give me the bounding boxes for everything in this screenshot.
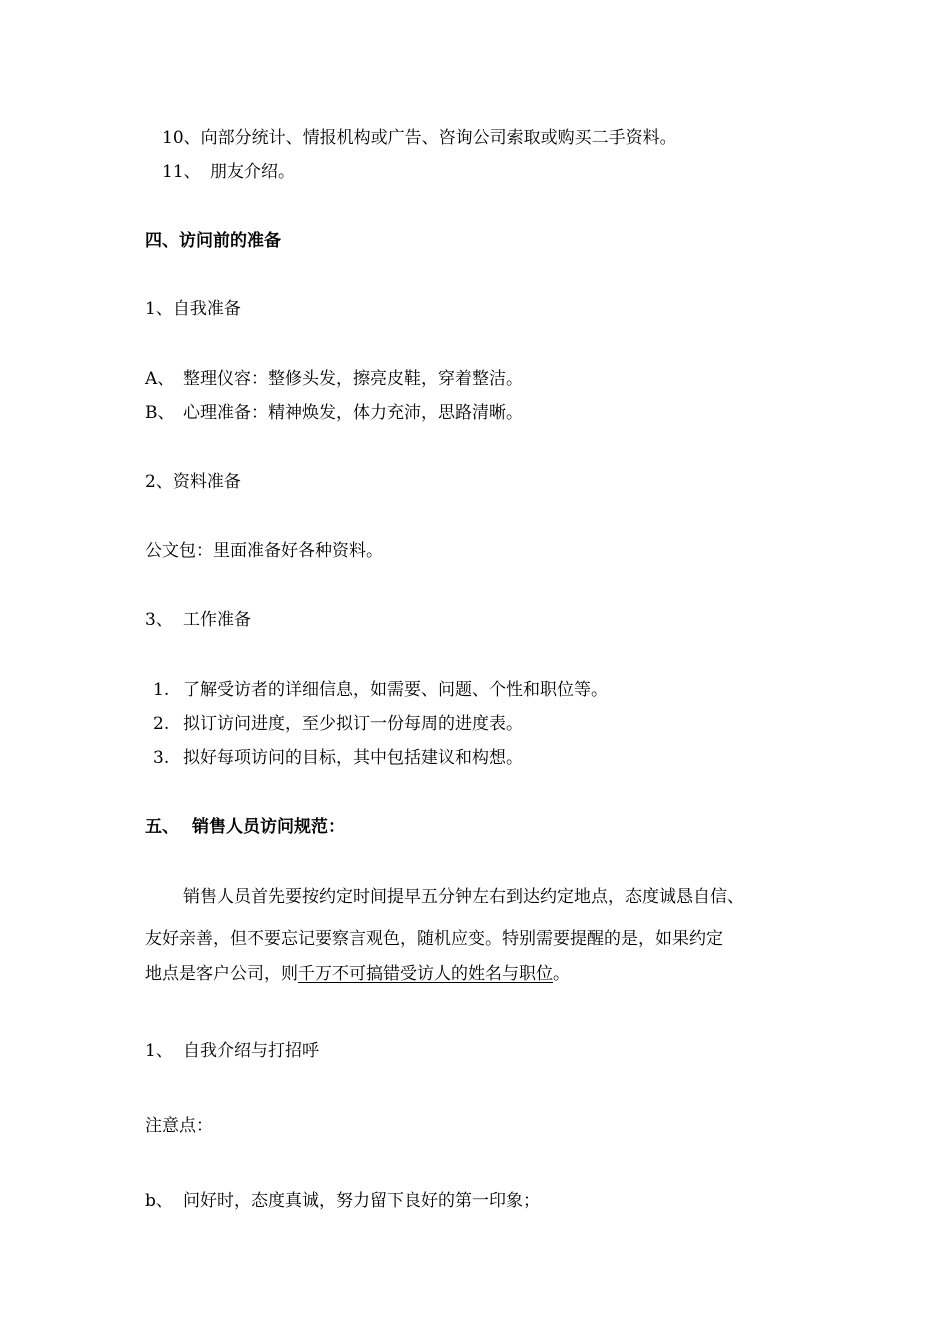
list-item-a-text: 整理仪容：整修头发，擦亮皮鞋，穿着整洁。 — [183, 369, 523, 389]
list-item-a-label: A、 — [145, 369, 175, 389]
note-item-b — [145, 1189, 540, 1213]
paragraph-line-1: 销售人员首先要按约定时间提早五分钟左右到达约定地点，态度诚恳自信、 — [183, 887, 744, 907]
subheading-work-preparation-number: 3、 — [145, 610, 173, 630]
list-item-10: 10、向部分统计、情报机构或广告、咨询公司索取或购买二手资料。 — [162, 128, 677, 148]
work-item-2 — [153, 712, 523, 736]
work-item-2-number: 2. — [153, 714, 170, 734]
list-item-b — [145, 401, 523, 425]
list-item-b-label: B、 — [145, 403, 175, 423]
work-item-3-text: 拟好每项访问的目标，其中包括建议和构想。 — [183, 748, 523, 768]
list-item-11-text: 朋友介绍。 — [210, 162, 295, 182]
note-item-b-label: b、 — [145, 1191, 173, 1211]
paragraph-line-3-end: 。 — [553, 964, 570, 984]
note-item-b-text: 问好时，态度真诚，努力留下良好的第一印象； — [183, 1191, 540, 1211]
subheading-self-preparation: 1、自我准备 — [145, 299, 241, 319]
list-item-b-text: 心理准备：精神焕发，体力充沛，思路清晰。 — [183, 403, 523, 423]
notes-label: 注意点： — [145, 1116, 213, 1136]
subheading-self-introduction — [145, 1039, 319, 1063]
section-4-heading: 四、访问前的准备 — [145, 231, 281, 251]
paragraph-line-3-start: 地点是客户公司，则 — [145, 964, 298, 984]
paragraph-line-3 — [145, 962, 570, 986]
section-5-text: 销售人员访问规范： — [192, 817, 345, 837]
underlined-warning: 千万不可搞错受访人的姓名与职位 — [298, 964, 553, 984]
section-5-number: 五、 — [145, 817, 179, 837]
work-item-1 — [153, 678, 608, 702]
work-item-1-number: 1. — [153, 680, 170, 700]
list-item-a — [145, 367, 523, 391]
subheading-self-introduction-text: 自我介绍与打招呼 — [183, 1041, 319, 1061]
list-item-11 — [162, 160, 295, 184]
work-item-2-text: 拟订访问进度，至少拟订一份每周的进度表。 — [183, 714, 523, 734]
subheading-self-introduction-number: 1、 — [145, 1041, 173, 1061]
work-item-3 — [153, 746, 523, 770]
list-item-11-number: 11、 — [162, 162, 201, 182]
briefcase-text: 公文包：里面准备好各种资料。 — [145, 541, 383, 561]
paragraph-line-2: 友好亲善，但不要忘记要察言观色，随机应变。特别需要提醒的是，如果约定 — [145, 929, 723, 949]
subheading-work-preparation-text: 工作准备 — [183, 610, 251, 630]
work-item-3-number: 3. — [153, 748, 170, 768]
work-item-1-text: 了解受访者的详细信息，如需要、问题、个性和职位等。 — [183, 680, 608, 700]
section-5-heading — [145, 815, 345, 839]
subheading-material-preparation: 2、资料准备 — [145, 472, 241, 492]
subheading-work-preparation — [145, 608, 251, 632]
